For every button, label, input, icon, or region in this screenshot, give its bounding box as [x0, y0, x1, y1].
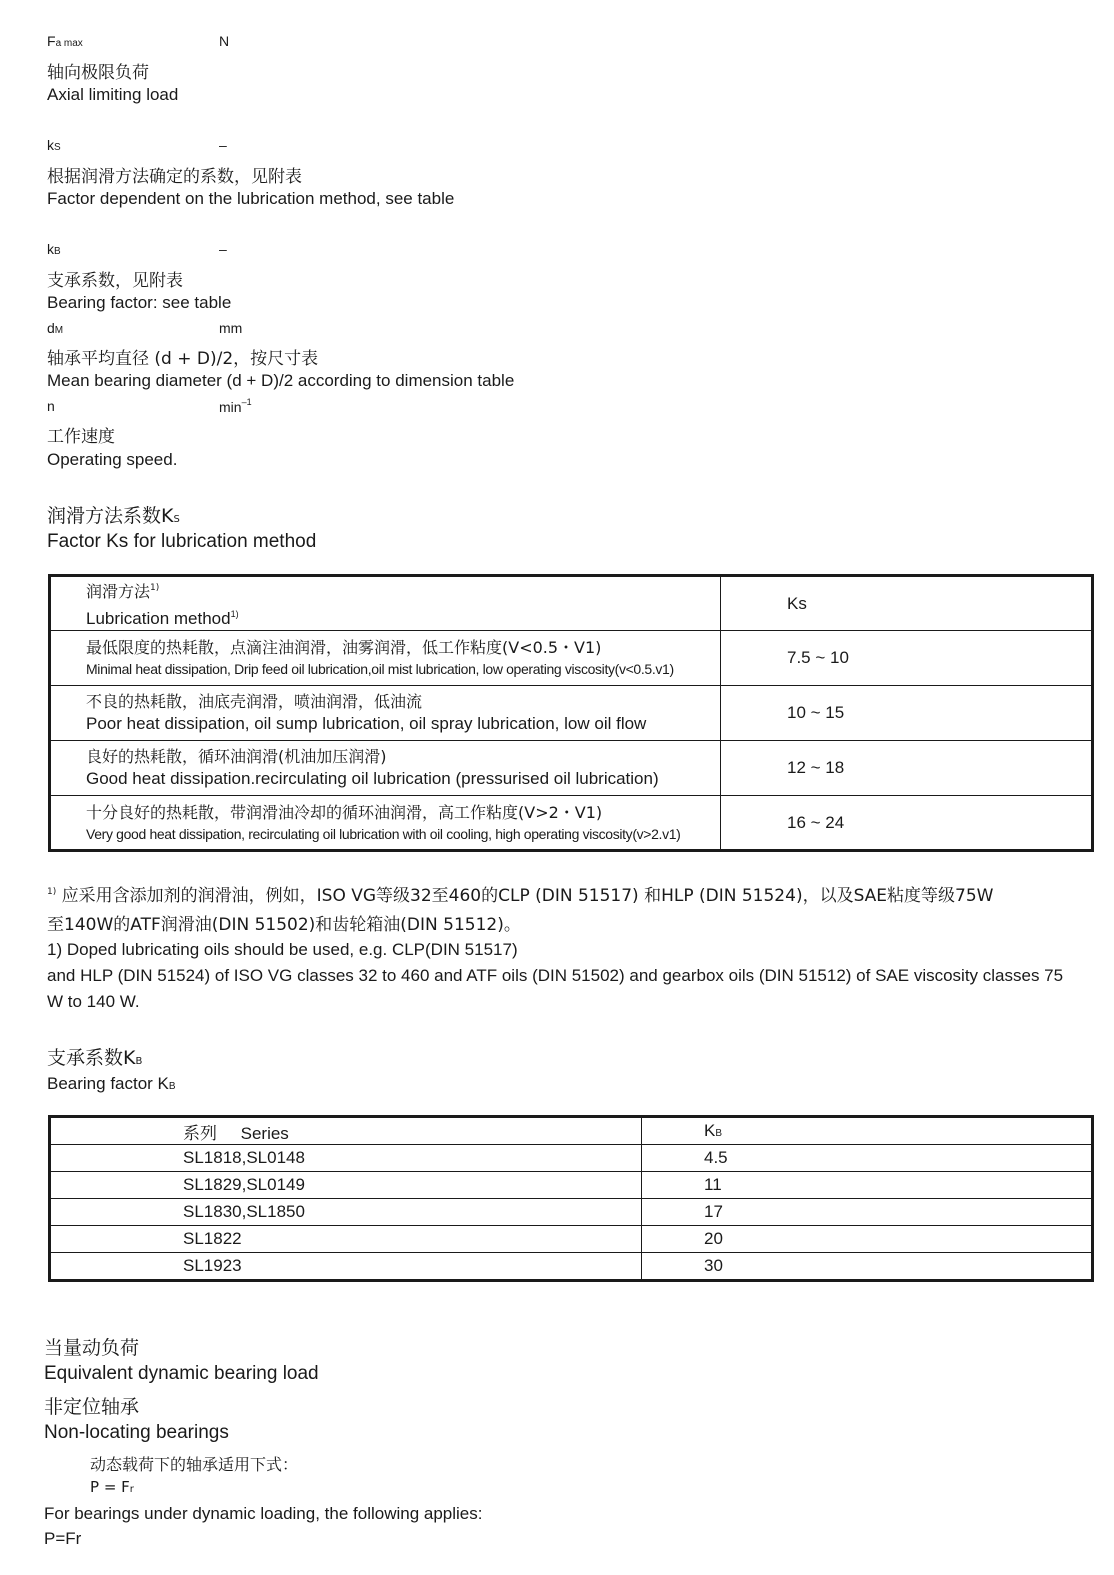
table-row [50, 1226, 1093, 1253]
row-series: SL1818,SL0148 [50, 1145, 642, 1172]
row-value: 30 [642, 1253, 1093, 1281]
row-desc-en: Good heat dissipation.recirculating oil lubrication (pressurised oil lubrication) [86, 769, 659, 788]
param-symbol: kS [47, 137, 61, 153]
footnote-zh-line1: $^{1)}$ 应采用含添加剂的润滑油，例如，ISO VG等级32至460的CLP (DIN 51517) 和HLP (DIN 51524)，以及SAE粘度等级75W [47, 886, 994, 906]
row-value: 16 ~ 24 [721, 796, 1093, 851]
param-desc-zh: 轴向极限负荷 [47, 63, 149, 83]
param-symbol: Fa max [47, 33, 83, 49]
footnote-zh-line2: 至140W的ATF润滑油(DIN 51502)和齿轮箱油(DIN 51512)。 [47, 915, 521, 935]
row-desc-en: Poor heat dissipation, oil sump lubrication, oil spray lubrication, low oil flow [86, 714, 647, 733]
table-row [50, 796, 1093, 851]
row-series: SL1829,SL0149 [50, 1172, 642, 1199]
kb-section-title-en: Bearing factor KB [47, 1074, 176, 1093]
param-desc-zh: 支承系数，见附表 [47, 271, 183, 291]
param-unit: – [219, 241, 227, 257]
ks-section-title-zh: 润滑方法系数KS [47, 505, 180, 527]
param-desc-en: Factor dependent on the lubrication method, see table [47, 189, 455, 208]
row-series: SL1830,SL1850 [50, 1199, 642, 1226]
table-row [50, 631, 1093, 686]
param-desc-zh: 轴承平均直径 (d + D)/2，按尺寸表 [47, 349, 319, 369]
row-desc-zh: 最低限度的热耗散，点滴注油润滑，油雾润滑，低工作粘度(V<0.5・V1) [86, 638, 602, 657]
param-unit: $\min^{-1}$ [219, 397, 252, 415]
param-symbol: kB [47, 241, 61, 257]
row-desc-zh: 十分良好的热耗散，带润滑油冷却的循环油润滑，高工作粘度(V>2・V1) [86, 802, 603, 822]
param-unit: mm [219, 320, 243, 336]
table-header-row [50, 576, 1093, 631]
table-row [50, 1172, 1093, 1199]
row-value: 12 ~ 18 [721, 741, 1093, 796]
param-unit: N [219, 33, 230, 49]
table-row [50, 741, 1093, 796]
row-value: 10 ~ 15 [721, 686, 1093, 741]
kb-table [48, 1115, 1094, 1282]
table-header-row [50, 1117, 1093, 1145]
param-desc-zh: 工作速度 [47, 427, 115, 447]
param-desc-zh: 根据润滑方法确定的系数，见附表 [47, 167, 302, 187]
non-locating-title-zh: 非定位轴承 [44, 1396, 140, 1418]
header-kb: KB [642, 1117, 1093, 1145]
table-row [50, 686, 1093, 741]
ks-table [48, 574, 1094, 852]
row-value: 4.5 [642, 1145, 1093, 1172]
rule-zh: 动态载荷下的轴承适用下式： [90, 1455, 299, 1474]
param-desc-en: Axial limiting load [47, 85, 179, 104]
equivalent-title-en: Equivalent dynamic bearing load [44, 1363, 319, 1384]
header-lubrication-method: 润滑方法$^{1)}$ Lubrication method$^{1)}$ [50, 576, 721, 631]
table-row [50, 1145, 1093, 1172]
ks-section-title-en: Factor Ks for lubrication method [47, 531, 317, 552]
param-symbol: n [47, 398, 55, 414]
equivalent-title-zh: 当量动负荷 [44, 1337, 140, 1359]
param-desc-en: Mean bearing diameter (d + D)/2 according to dimension table [47, 371, 515, 390]
rule-en: For bearings under dynamic loading, the following applies: [44, 1504, 483, 1523]
row-value: 7.5 ~ 10 [721, 631, 1093, 686]
param-desc-en: Bearing factor: see table [47, 293, 232, 312]
row-series: SL1822 [50, 1226, 642, 1253]
param-symbol: dM [47, 320, 64, 336]
formula-en: P=Fr [44, 1529, 82, 1548]
row-value: 11 [642, 1172, 1093, 1199]
row-value: 17 [642, 1199, 1093, 1226]
footnote-en-line1: 1) Doped lubricating oils should be used, e.g. CLP(DIN 51517) [47, 940, 518, 959]
formula-zh: P = Fr [90, 1478, 134, 1496]
row-value: 20 [642, 1226, 1093, 1253]
param-desc-en: Operating speed. [47, 450, 178, 469]
header-ks: Ks [721, 576, 1093, 631]
row-series: SL1923 [50, 1253, 642, 1281]
footnote-en-line2: and HLP (DIN 51524) of ISO VG classes 32 to 460 and ATF oils (DIN 51502) and gearbox oils (DIN 51512) of SAE viscosity classes 75 [47, 966, 1064, 985]
row-desc-zh: 良好的热耗散，循环油润滑(机油加压润滑) [86, 747, 387, 766]
kb-section-title-zh: 支承系数KB [47, 1047, 143, 1069]
footnote-en-line3: W to 140 W. [47, 992, 140, 1011]
row-desc-en: Minimal heat dissipation, Drip feed oil lubrication,oil mist lubrication, low operating viscosity(v<0.5.v1) [86, 661, 674, 677]
table-row [50, 1253, 1093, 1281]
row-desc-en: Very good heat dissipation, recirculating oil lubrication with oil cooling, high operating viscosity(v>2.v1) [86, 825, 681, 842]
table-row [50, 1199, 1093, 1226]
param-unit: – [219, 137, 227, 153]
non-locating-title-en: Non-locating bearings [44, 1422, 229, 1443]
row-desc-zh: 不良的热耗散，油底壳润滑，喷油润滑，低油流 [86, 692, 423, 711]
header-series: 系列 Series [50, 1117, 642, 1145]
